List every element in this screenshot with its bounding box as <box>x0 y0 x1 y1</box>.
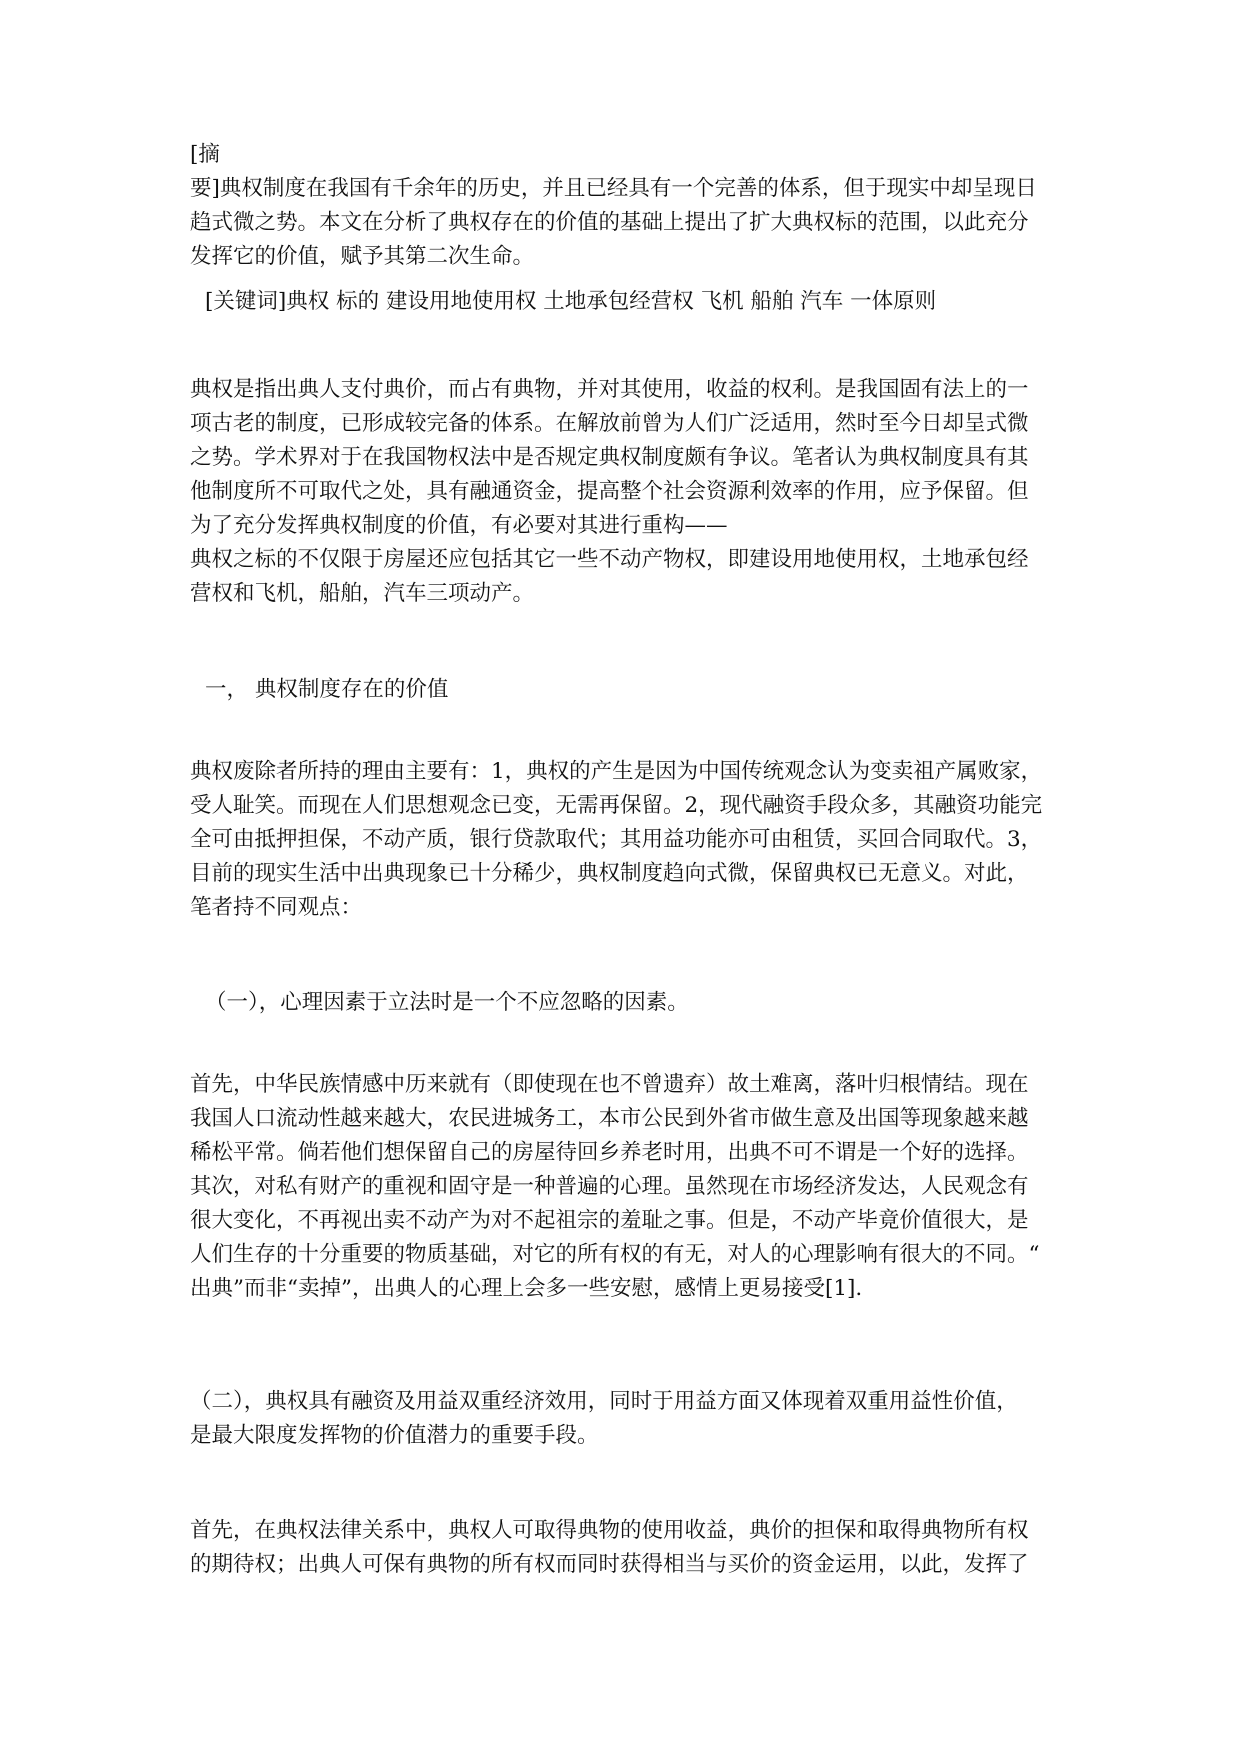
text-line: 典权是指出典人支付典价，而占有典物，并对其使用，收益的权利。是我国固有法上的一 <box>190 377 1029 402</box>
text-line: 是最大限度发挥物的价值潜力的重要手段。 <box>190 1423 599 1448</box>
keywords-text: [关键词]典权 标的 建设用地使用权 土地承包经营权 飞机 船舶 汽车 一体原则 <box>205 289 937 314</box>
text-line: 笔者持不同观点： <box>190 895 363 920</box>
text-line: 发挥它的价值，赋予其第二次生命。 <box>190 244 535 269</box>
text-line: 目前的现实生活中出典现象已十分稀少，典权制度趋向式微，保留典权已无意义。对此， <box>190 861 1029 886</box>
text-line: 人们生存的十分重要的物质基础，对它的所有权的有无，对人的心理影响有很大的不同。“ <box>190 1242 1040 1267</box>
text-line: 项古老的制度，已形成较完备的体系。在解放前曾为人们广泛适用，然时至今日却呈式微 <box>190 411 1029 436</box>
text-line: 稀松平常。倘若他们想保留自己的房屋待回乡养老时用，出典不可不谓是一个好的选择。 <box>190 1140 1029 1165</box>
subsection2-paragraph <box>190 1514 1070 1582</box>
text-line: 要]典权制度在我国有千余年的历史，并且已经具有一个完善的体系，但于现实中却呈现日 <box>190 176 1037 201</box>
text-line: 首先，在典权法律关系中，典权人可取得典物的使用收益，典价的担保和取得典物所有权 <box>190 1518 1029 1543</box>
text-line: 很大变化，不再视出卖不动产为对不起祖宗的羞耻之事。但是，不动产毕竟价值很大，是 <box>190 1208 1029 1233</box>
text-line: 他制度所不可取代之处，具有融通资金，提高整个社会资源利效率的作用，应予保留。但 <box>190 479 1029 504</box>
heading-text: 一， 典权制度存在的价值 <box>205 677 449 702</box>
heading-text: （一），心理因素于立法时是一个不应忽略的因素。 <box>205 990 689 1015</box>
text-line: 之势。学术界对于在我国物权法中是否规定典权制度颇有争议。笔者认为典权制度具有其 <box>190 445 1029 470</box>
text-line: 典权废除者所持的理由主要有：1，典权的产生是因为中国传统观念认为变卖祖产属败家， <box>190 759 1043 784</box>
text-line: （二），典权具有融资及用益双重经济效用，同时于用益方面又体现着双重用益性价值， <box>190 1389 1018 1414</box>
text-line: [摘 <box>190 142 220 167</box>
section1-paragraph <box>190 755 1070 925</box>
keywords-line <box>205 285 1085 319</box>
text-line: 其次，对私有财产的重视和固守是一种普遍的心理。虽然现在市场经济发达，人民观念有 <box>190 1174 1029 1199</box>
text-line: 出典”而非“卖掉”，出典人的心理上会多一些安慰，感情上更易接受[1]. <box>190 1276 863 1301</box>
text-line: 我国人口流动性越来越大，农民进城务工，本市公民到外省市做生意及出国等现象越来越 <box>190 1106 1029 1131</box>
section1-heading <box>205 673 1085 707</box>
abstract-paragraph <box>190 138 1070 274</box>
subsection1-paragraph <box>190 1068 1070 1306</box>
text-line: 全可由抵押担保，不动产质，银行贷款取代；其用益功能亦可由租赁，买回合同取代。3， <box>190 827 1043 852</box>
text-line: 为了充分发挥典权制度的价值，有必要对其进行重构—— <box>190 513 728 538</box>
text-line: 趋式微之势。本文在分析了典权存在的价值的基础上提出了扩大典权标的范围，以此充分 <box>190 210 1029 235</box>
text-line: 受人耻笑。而现在人们思想观念已变，无需再保留。2，现代融资手段众多，其融资功能完 <box>190 793 1043 818</box>
intro-paragraph <box>190 373 1070 611</box>
subsection1-heading <box>205 986 1085 1020</box>
text-line: 首先，中华民族情感中历来就有（即使现在也不曾遗弃）故土难离，落叶归根情结。现在 <box>190 1072 1029 1097</box>
text-line: 营权和飞机，船舶，汽车三项动产。 <box>190 581 535 606</box>
text-line: 典权之标的不仅限于房屋还应包括其它一些不动产物权，即建设用地使用权，土地承包经 <box>190 547 1029 572</box>
text-line: 的期待权；出典人可保有典物的所有权而同时获得相当与买价的资金运用，以此，发挥了 <box>190 1552 1029 1577</box>
subsection2-heading <box>190 1385 1070 1453</box>
